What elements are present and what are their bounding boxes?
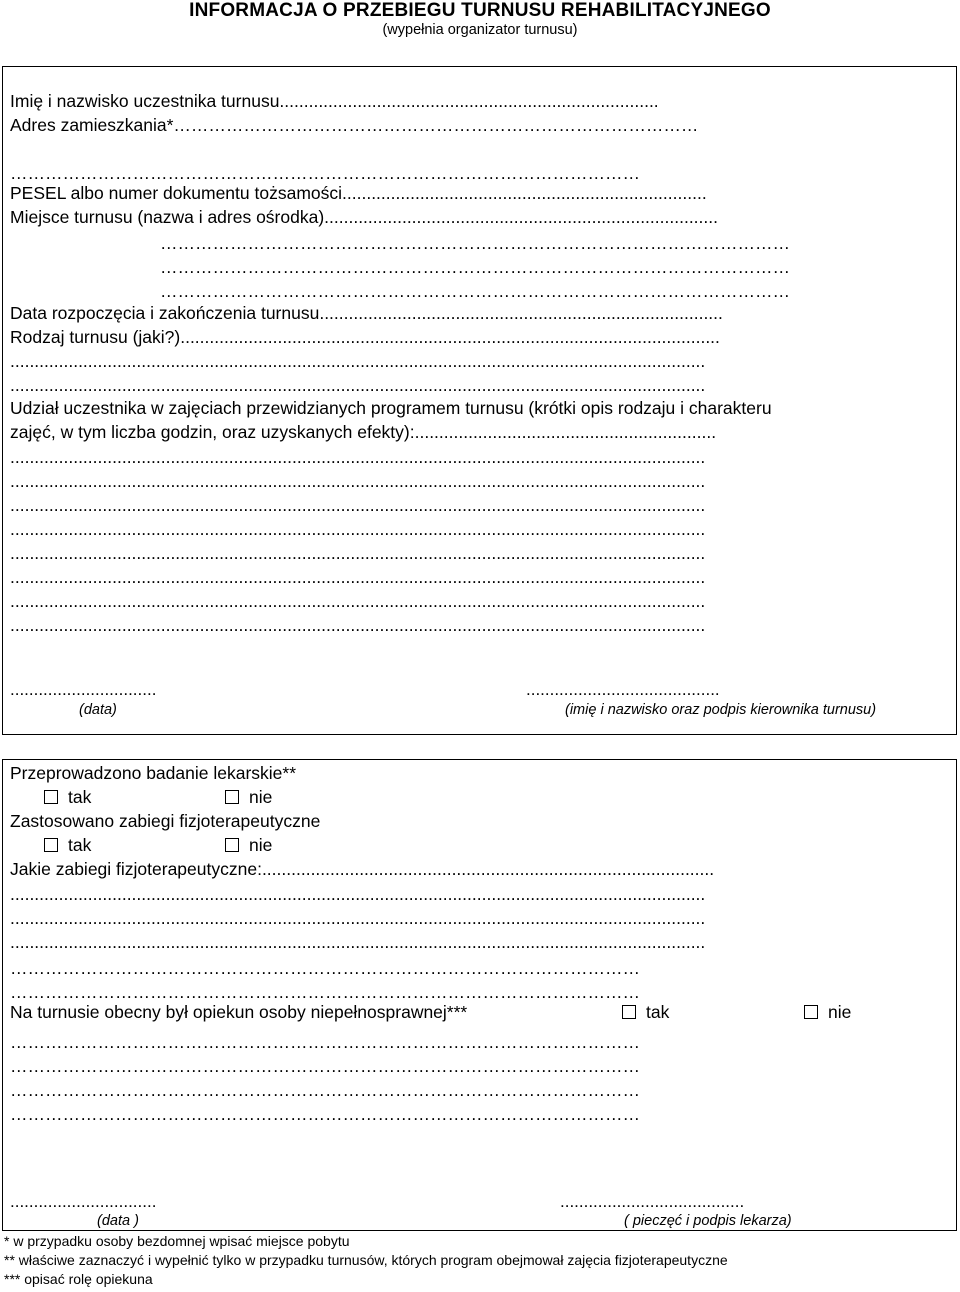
footnote-3: *** opisać rolę opiekuna [4,1271,153,1287]
activity-line[interactable]: ............................................................................................................................................... [10,591,706,611]
turnus-place-continuation-2[interactable]: ……………………………………………………………………………………………… [160,257,790,277]
option-label-yes: tak [646,1002,670,1022]
carer-line[interactable]: ……………………………………………………………………………………………… [10,1080,640,1100]
activity-line[interactable]: ............................................................................................................................................... [10,495,706,515]
physio-line[interactable]: ……………………………………………………………………………………………… [10,958,640,978]
carer-yes-option[interactable] [622,1000,669,1024]
medical-exam-yes-option[interactable] [44,785,91,809]
physio-yes-option[interactable] [44,833,91,857]
medical-exam-label: Przeprowadzono badanie lekarskie** [10,763,297,783]
carer-present-label: Na turnusie obecny był opiekun osoby niepełnosprawnej*** [10,1002,468,1022]
activity-line[interactable]: ............................................................................................................................................... [10,567,706,587]
checkbox-icon[interactable] [225,838,239,852]
footnote-2: ** właściwe zaznaczyć i wypełnić tylko w przypadku turnusów, których program obejmował zajęcia fizjoterapeutyczne [4,1252,728,1268]
turnus-type-continuation-2[interactable]: ............................................................................................................................................... [10,375,706,395]
option-label-yes: tak [68,835,92,855]
doctor-stamp-label: ( pieczęć i podpis lekarza) [624,1213,792,1229]
address-field[interactable]: Adres zamieszkania*……………………………………………………………………………… [10,115,699,135]
organizer-date-label: (data) [79,702,117,718]
activity-line[interactable]: ............................................................................................................................................... [10,519,706,539]
carer-line[interactable]: ……………………………………………………………………………………………… [10,1032,640,1052]
turnus-place-continuation-3[interactable]: ……………………………………………………………………………………………… [160,281,790,301]
turnus-type-field[interactable]: Rodzaj turnusu (jaki?)............................................................................................................... [10,327,720,347]
organizer-signature-field[interactable]: ......................................... [526,680,720,699]
organizer-date-field[interactable]: ............................... [10,680,157,699]
checkbox-icon[interactable] [44,790,58,804]
checkbox-icon[interactable] [804,1005,818,1019]
physio-line[interactable]: ............................................................................................................................................... [10,884,706,904]
activity-line[interactable]: ............................................................................................................................................... [10,615,706,635]
turnus-place-continuation-1[interactable]: ……………………………………………………………………………………………… [160,233,790,253]
organizer-signature-label: (imię i nazwisko oraz podpis kierownika turnusu) [565,702,877,718]
option-label-no: nie [828,1002,852,1022]
participant-name-field[interactable]: Imię i nazwisko uczestnika turnusu.............................................................................. [10,91,659,111]
form-subtitle: (wypełnia organizator turnusu) [382,22,578,38]
physio-which-field[interactable]: Jakie zabiegi fizjoterapeutyczne:............................................................................................. [10,859,715,879]
checkbox-icon[interactable] [622,1005,636,1019]
physio-no-option[interactable] [225,833,272,857]
physio-line[interactable]: ……………………………………………………………………………………………… [10,982,640,1002]
activity-description-label: Udział uczestnika w zajęciach przewidzianych programem turnusu (krótki opis rodzaju i charakteru [10,398,772,418]
physio-applied-label: Zastosowano zabiegi fizjoterapeutyczne [10,811,321,831]
carer-line[interactable]: ……………………………………………………………………………………………… [10,1104,640,1124]
physio-line[interactable]: ............................................................................................................................................... [10,932,706,952]
activity-line[interactable]: ............................................................................................................................................... [10,543,706,563]
activity-description-field[interactable]: zajęć, w tym liczba godzin, oraz uzyskanych efekty):.............................................................. [10,422,717,442]
checkbox-icon[interactable] [225,790,239,804]
turnus-type-continuation-1[interactable]: ............................................................................................................................................... [10,351,706,371]
option-label-no: nie [249,835,273,855]
option-label-no: nie [249,787,273,807]
checkbox-icon[interactable] [44,838,58,852]
form-title: INFORMACJA O PRZEBIEGU TURNUSU REHABILITACYJNEGO [189,0,771,21]
footnote-1: * w przypadku osoby bezdomnej wpisać miejsce pobytu [4,1233,350,1249]
activity-line[interactable]: ............................................................................................................................................... [10,447,706,467]
pesel-field[interactable]: PESEL albo numer dokumentu tożsamości........................................................................... [10,183,707,203]
physio-line[interactable]: ............................................................................................................................................... [10,908,706,928]
turnus-dates-field[interactable]: Data rozpoczęcia i zakończenia turnusu................................................................................... [10,303,723,323]
doctor-date-label: (data ) [97,1213,139,1229]
address-continuation-field[interactable]: ……………………………………………………………………………………………… [10,163,640,183]
activity-line[interactable]: ............................................................................................................................................... [10,471,706,491]
carer-line[interactable]: ……………………………………………………………………………………………… [10,1056,640,1076]
doctor-date-field[interactable]: ............................... [10,1192,157,1211]
option-label-yes: tak [68,787,92,807]
turnus-place-field[interactable]: Miejsce turnusu (nazwa i adres ośrodka)................................................................................. [10,207,718,227]
carer-no-option[interactable] [804,1000,851,1024]
doctor-stamp-field[interactable]: ....................................... [560,1192,745,1211]
medical-exam-no-option[interactable] [225,785,272,809]
